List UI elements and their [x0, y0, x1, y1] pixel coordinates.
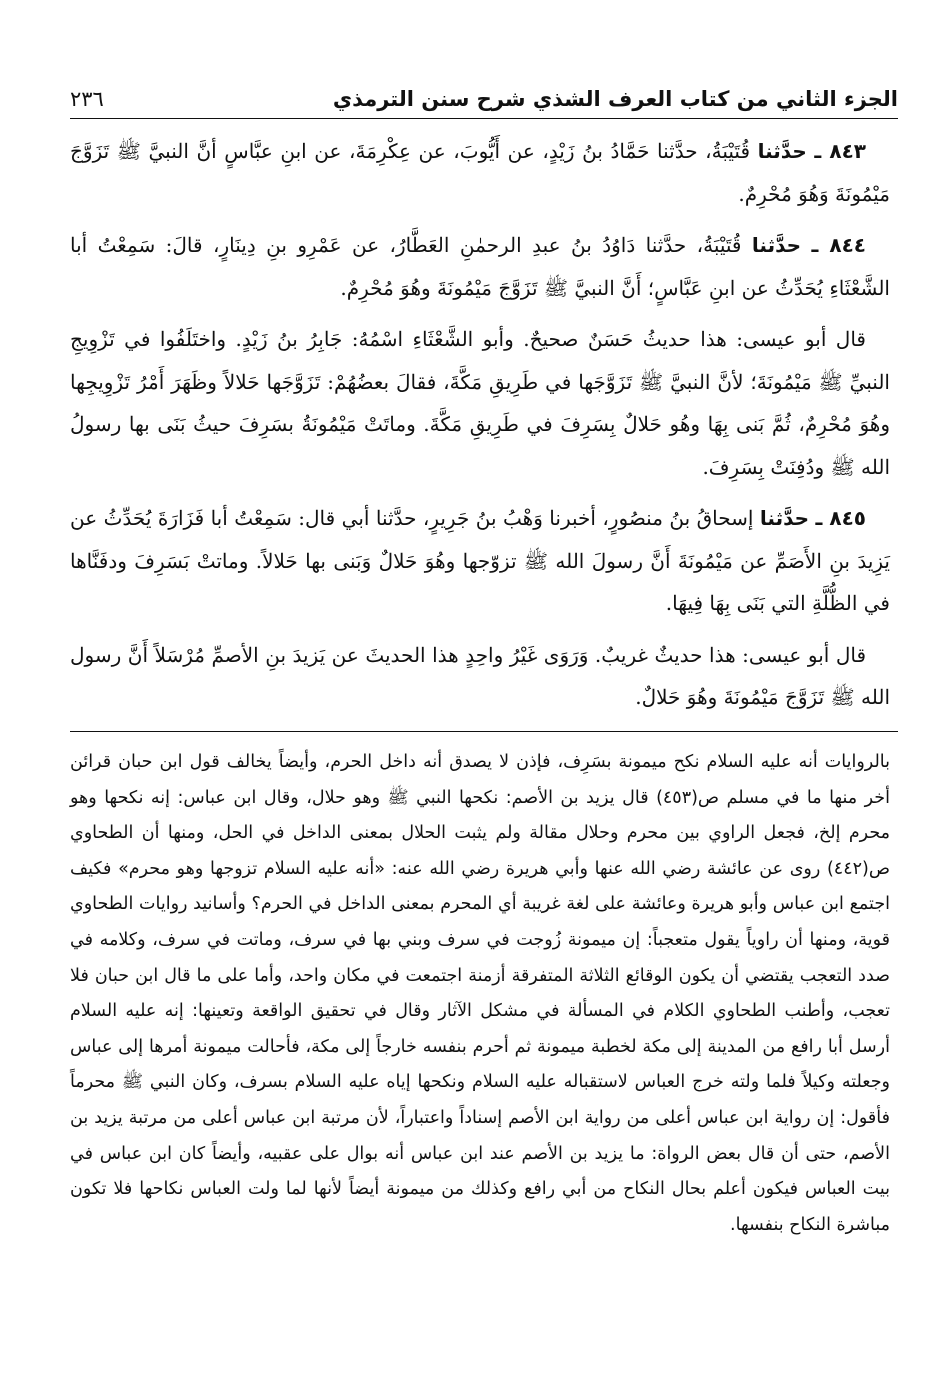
narration-lead: حدَّثنا: [759, 506, 810, 530]
hadith-number: ٨٤٣ ـ: [814, 139, 866, 163]
running-header: [70, 62, 898, 114]
hadith-844: [70, 224, 890, 309]
footnote-rule: [70, 731, 898, 732]
footnote-paragraph: بالروايات أنه عليه السلام نكح ميمونة بسَرِف، فإذن لا يصدق أنه داخل الحرم، وأيضاً يخالف قول ابن حبان قرائن أخر منها ما في مسلم ص(٤٥٣) قال يزيد بن الأصم: نكحها النبي ﷺ وهو حلال، وقال ابن عباس: إنه نكحها وهو محرم إلخ، فجعل الراوي بين محرم وحلال مقالة ولم يثبت الحلال بمعنى الداخل في الحل، ومنها أن الطحاوي ص(٤٤٢) روى عن عائشة رضي الله عنها وأبي هريرة رضي الله عنه: «أنه عليه السلام تزوجها وهو محرم» فكيف اجتمع ابن عباس وأبو هريرة وعائشة على لغة غريبة أي المحرم بمعنى الداخل في الحرم؟ وأسانيد روايات الطحاوي قوية، ومنها أن راوياً يقول متعجباً: إن ميمونة زُوجت في سرف وبني بها في سرف، وماتت في سرف، وكلامه في صدد التعجب يقتضي أن يكون الوقائع الثلاثة المتفرقة أزمنة اجتمعت في مكان واحد، وأما على ما قال ابن حبان فلا تعجب، وأطنب الطحاوي الكلام في المسألة في مشكل الآثار وقال في تحقيق الواقعة وتعينها: إنه عليه السلام أرسل أبا رافع من المدينة إلى مكة لخطبة ميمونة ثم أحرم بنفسه خارجاً إلى مكة، فأحالت ميمونة أمرها إلى عباس وجعلته وكيلاً فلما ولته خرج العباس لاستقباله عليه السلام ونكحها إياه عليه السلام بسرف، وكان النبي ﷺ محرماً فأقول: إن رواية ابن عباس أعلى من رواية ابن الأصم إسناداً واعتباراً، لأن مرتبة ابن عباس أعلى من مرتبة يزيد بن الأصم، حتى أن قال بعض الرواة: ما يزيد بن الأصم عند ابن عباس أنه بوال على عقبيه، وأيضاً كان ابن عباس في بيت العباس فيكون أعلم بحال النكاح من أبي رافع وكذلك من ميمونة أيضاً لأنها لما ولت العباس نكاحها فلا تكون مباشرة النكاح بنفسها.: [70, 752, 890, 1235]
hadith-text: قُتَيْبَةُ، حدَّثنا حَمَّادُ بنُ زَيْدٍ، عن أَيُّوبَ، عن عِكْرِمَةَ، عن ابنِ عبَّاسٍ أنَّ النبيَّ ﷺ تَزَوَّجَ مَيْمُونَةَ وَهُوَ مُحْرِمٌ.: [70, 139, 890, 206]
narration-lead: حدَّثنا: [751, 233, 802, 257]
hadith-843: [70, 130, 890, 215]
hadith-text: قُتَيْبَةُ، حدَّثنا دَاوُدُ بنُ عبدِ الرحمٰنِ العَطَّارُ، عن عَمْرِو بنِ دِينَارٍ، قالَ: سَمِعْتُ أبا الشَّعْثَاءِ يُحَدِّثُ عن ابنِ عَبَّاسٍ؛ أَنَّ النبيَّ ﷺ تَزَوَّجَ مَيْمُونَةَ وهُوَ مُحْرِمٌ.: [70, 233, 890, 300]
header-rule: [70, 118, 898, 119]
main-text: [70, 130, 890, 728]
footnote: [70, 745, 890, 1243]
hadith-number: ٨٤٥ ـ: [815, 506, 867, 530]
abu-isa-comment-1: قال أبو عيسى: هذا حديثُ حَسَنٌ صحيحٌ. وأبو الشَّعْثَاءِ اسْمُهُ: جَابِرُ بنُ زَيْدٍ. واختَلَفُوا في تَزْوِيجِ النبيِّ ﷺ مَيْمُونَةَ؛ لأنَّ النبيَّ ﷺ تَزَوَّجَها في طَرِيقِ مَكَّةَ، فقالَ بعضُهُمْ: تَزَوَّجَها حَلالاً وظَهَرَ أَمْرُ تَزْوِيجِها وهُوَ مُحْرِمٌ، ثُمَّ بَنى بِهَا وهُو حَلالٌ بِسَرِفَ في طَرِيقِ مَكَّةَ. وماتَتْ مَيْمُونَةُ بسَرِفَ حيثُ بَنَى بها رسولُ الله ﷺ ودُفِنَتْ بِسَرِفَ.: [70, 327, 890, 479]
abu-isa-comment-2: قال أبو عيسى: هذا حديثٌ غريبٌ. وَرَوَى غَيْرُ واحِدٍ هذا الحديثَ عن يَزيدَ بنِ الأصمِّ مُرْسَلاً أَنَّ رسول الله ﷺ تَزَوَّجَ مَيْمُونَةَ وهُوَ حَلالٌ.: [70, 642, 890, 709]
hadith-number: ٨٤٤ ـ: [811, 233, 866, 257]
running-title: الجزء الثاني من كتاب العرف الشذي شرح سنن الترمذي: [332, 87, 898, 111]
hadith-845: [70, 497, 890, 625]
page-number: ٢٣٦: [70, 87, 104, 111]
hadith-text: إسحاقُ بنُ منصُورٍ، أخبرنا وَهْبُ بنُ جَرِيرٍ، حدَّثنا أبي قال: سَمِعْتُ أبا فَزَارَةَ يُحَدِّثُ عن يَزِيدَ بنِ الأَصَمِّ عن مَيْمُونَةَ أَنَّ رسولَ الله ﷺ تزوّجها وهُوَ حَلالٌ وَبَنى بها حَلالاً. وماتتْ بَسَرِفَ ودفَنَّاها في الظُّلَّةِ التي بَنَى بِهَا فِيهَا.: [70, 506, 890, 615]
narration-lead: حدَّثنا: [757, 139, 807, 163]
